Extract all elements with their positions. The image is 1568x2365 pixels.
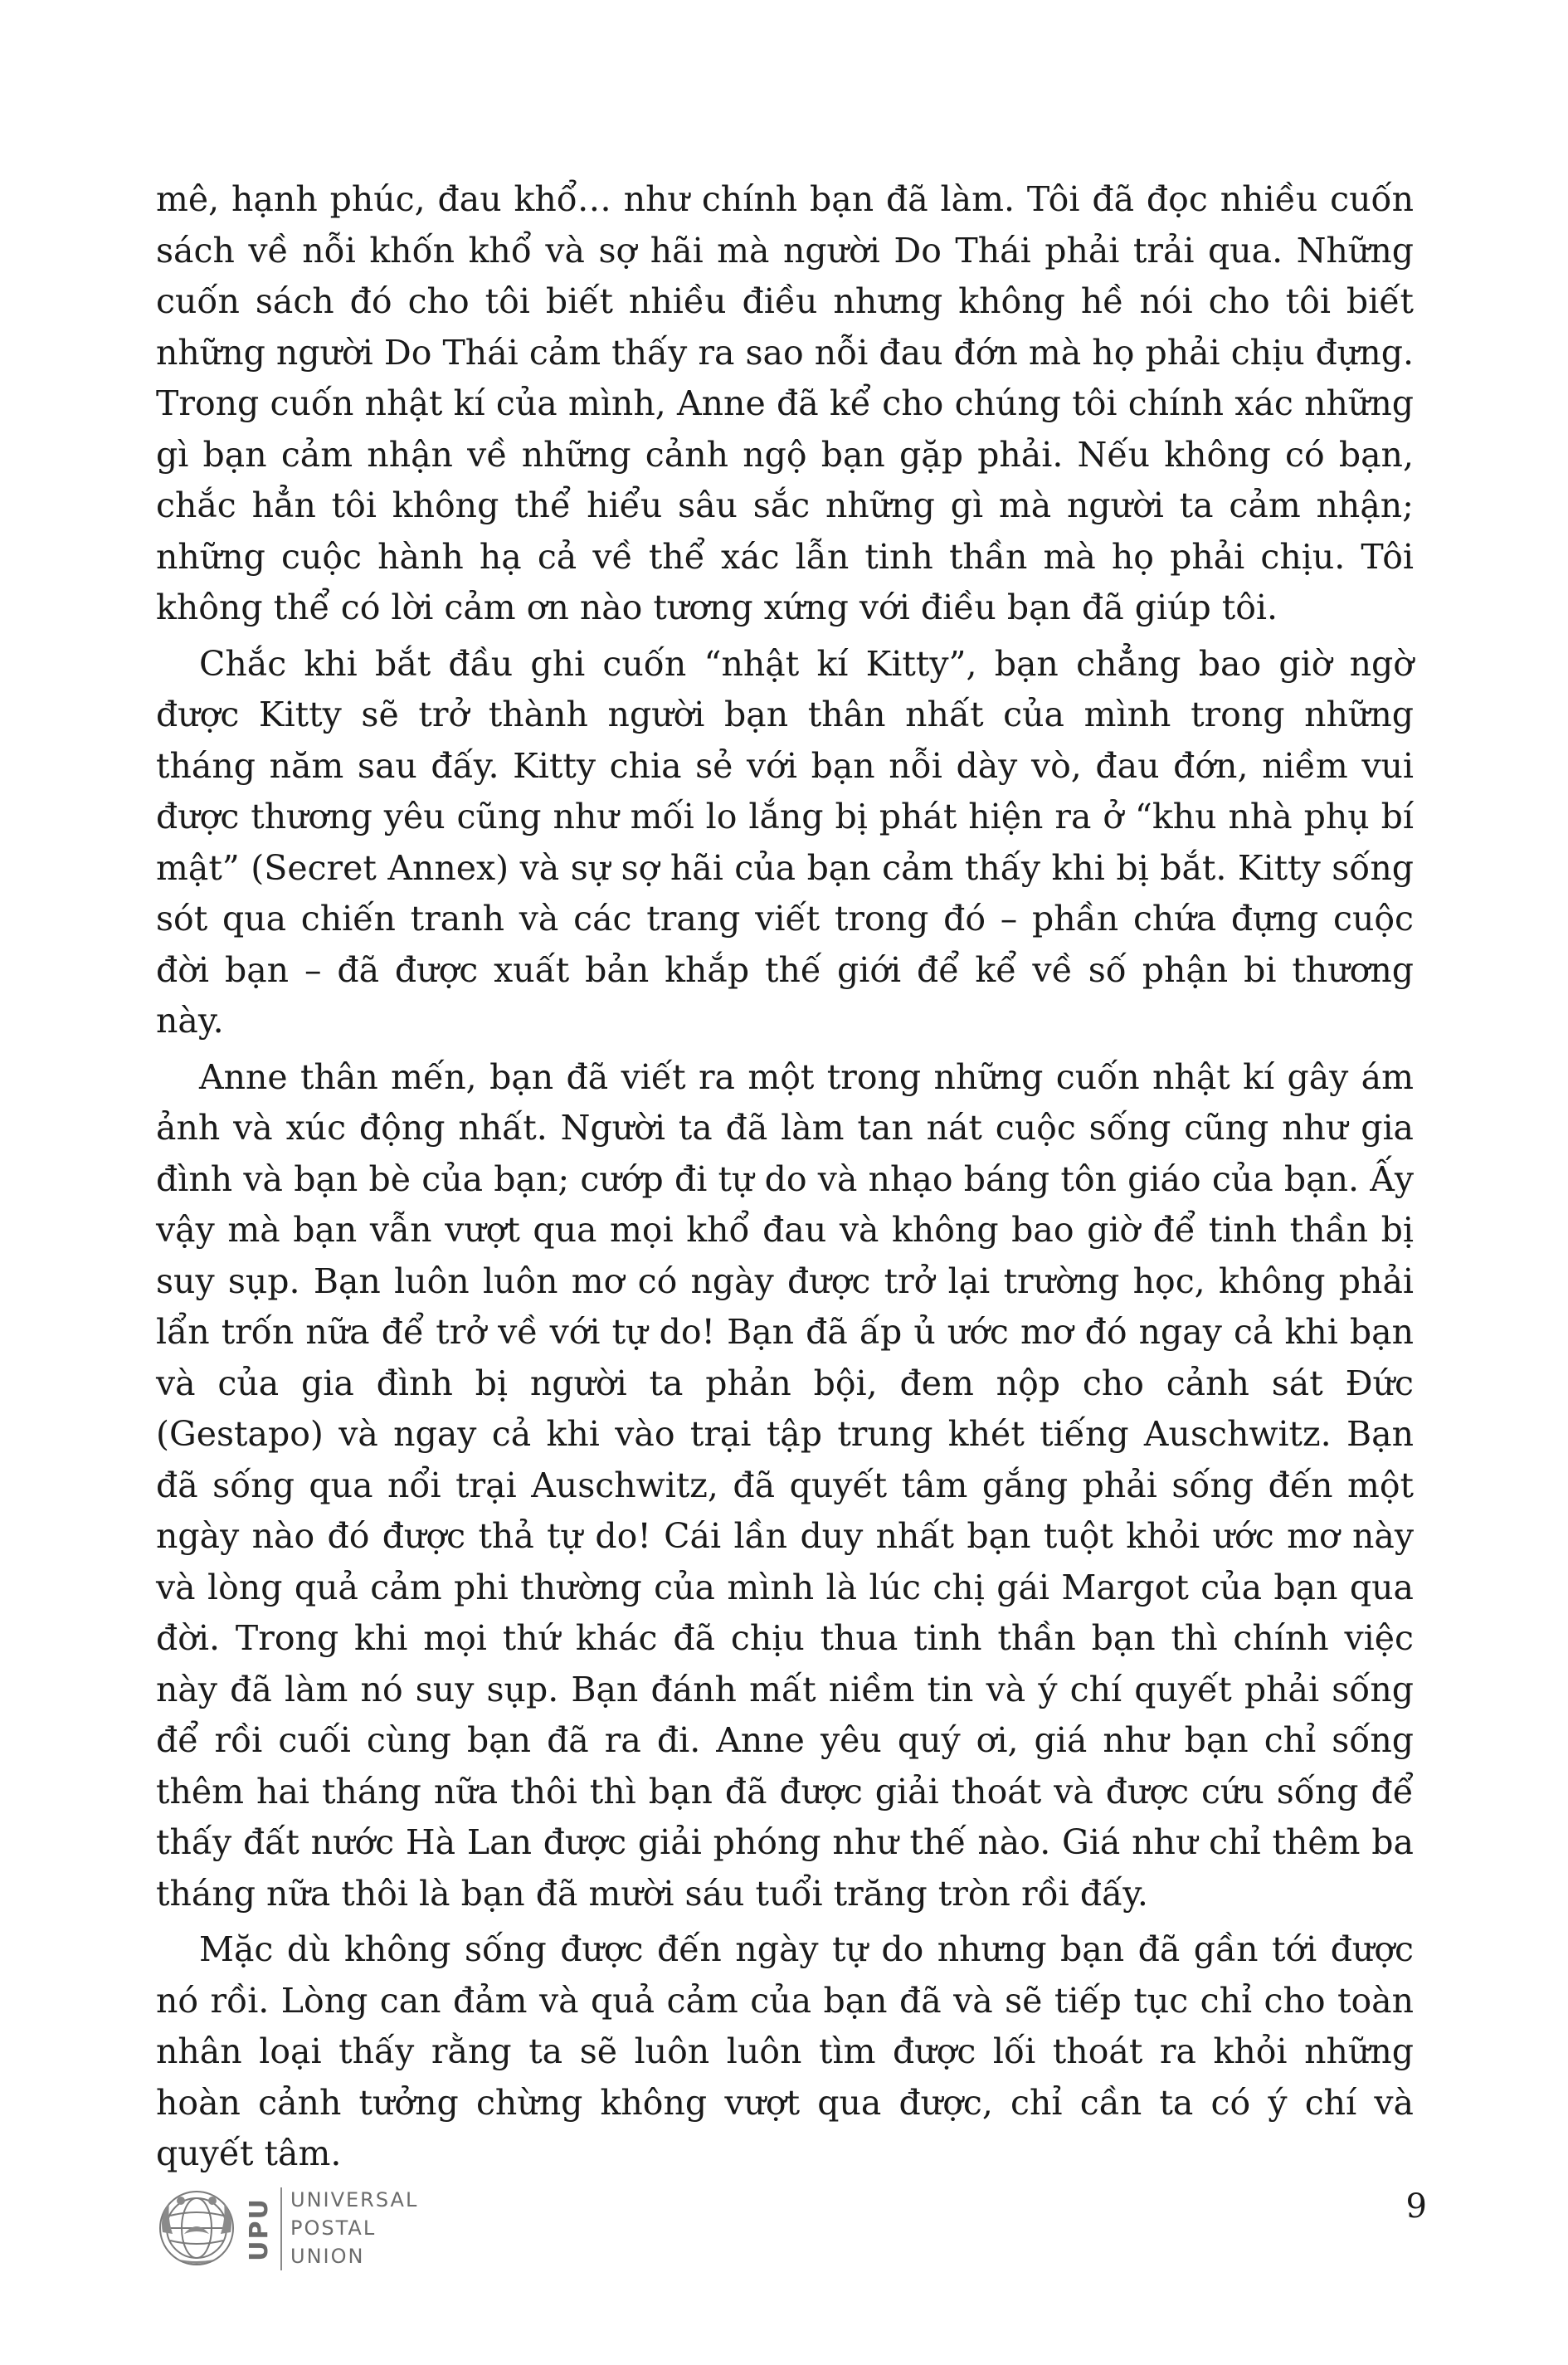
paragraph-1: mê, hạnh phúc, đau khổ… như chính bạn đã làm. Tôi đã đọc nhiều cuốn sách về nỗi khốn khổ và sợ hãi mà người Do Thái phải trải qua. Những cuốn sách đó cho tôi biết nhiều điều nhưng không hề nói cho tôi biết những người Do Thái cảm thấy ra sao nỗi đau đớn mà họ phải chịu đựng. Trong cuốn nhật kí của mình, Anne đã kể cho chúng tôi chính xác những gì bạn cảm nhận về những cảnh ngộ bạn gặp phải. Nếu không có bạn, chắc hẳn tôi không thể hiểu sâu sắc những gì mà người ta cảm nhận; những cuộc hành hạ cả về thể xác lẫn tinh thần mà họ phải chịu. Tôi không thể có lời cảm ơn nào tương xứng với điều bạn đã giúp tôi.: [156, 179, 1414, 627]
paragraph-4: Mặc dù không sống được đến ngày tự do nhưng bạn đã gần tới được nó rồi. Lòng can đảm và quả cảm của bạn đã và sẽ tiếp tục chỉ cho toàn nhân loại thấy rằng ta sẽ luôn luôn tìm được lối thoát ra khỏi những hoàn cảnh tưởng chừng không vượt qua được, chỉ cần ta có ý chí và quyết tâm.: [156, 1929, 1414, 2173]
upu-name-line-2: POSTAL: [290, 2216, 377, 2240]
upu-name: [290, 2186, 473, 2270]
paragraph-3: Anne thân mến, bạn đã viết ra một trong những cuốn nhật kí gây ám ảnh và xúc động nhất. Người ta đã làm tan nát cuộc sống cũng như gia đình và bạn bè của bạn; cướp đi tự do và nhạo báng tôn giáo của bạn. Ấy vậy mà bạn vẫn vượt qua mọi khổ đau và không bao giờ để tinh thần bị suy sụp. Bạn luôn luôn mơ có ngày được trở lại trường học, không phải lẩn trốn nữa để trở về với tự do! Bạn đã ấp ủ ước mơ đó ngay cả khi bạn và của gia đình bị người ta phản bội, đem nộp cho cảnh sát Đức (Gestapo) và ngay cả khi vào trại tập trung khét tiếng Auschwitz. Bạn đã sống qua nổi trại Auschwitz, đã quyết tâm gắng phải sống đến một ngày nào đó được thả tự do! Cái lần duy nhất bạn tuột khỏi ước mơ này và lòng quả cảm phi thường của mình là lúc chị gái Margot của bạn qua đời. Trong khi mọi thứ khác đã chịu thua tinh thần bạn thì chính việc này đã làm nó suy sụp. Bạn đánh mất niềm tin và ý chí quyết phải sống để rồi cuối cùng bạn đã ra đi. Anne yêu quý ơi, giá như bạn chỉ sống thêm hai tháng nữa thôi thì bạn đã được giải thoát và được cứu sống để thấy đất nước Hà Lan được giải phóng như thế nào. Giá như chỉ thêm ba tháng nữa thôi là bạn đã mười sáu tuổi trăng tròn rồi đấy.: [156, 1056, 1414, 1914]
upu-name-line-1: UNIVERSAL: [290, 2188, 419, 2211]
body-text: [156, 174, 1414, 2185]
paragraph-2: Chắc khi bắt đầu ghi cuốn “nhật kí Kitty”, bạn chẳng bao giờ ngờ được Kitty sẽ trở thành người bạn thân nhất của mình trong những tháng năm sau đấy. Kitty chia sẻ với bạn nỗi dày vò, đau đớn, niềm vui được thương yêu cũng như mối lo lắng bị phát hiện ra ở “khu nhà phụ bí mật” (Secret Annex) và sự sợ hãi của bạn cảm thấy khi bị bắt. Kitty sống sót qua chiến tranh và các trang viết trong đó – phần chứa đựng cuộc đời bạn – đã được xuất bản khắp thế giới để kể về số phận bi thương này.: [156, 643, 1414, 1041]
upu-name-line-3: UNION: [290, 2245, 365, 2268]
page-number: 9: [1405, 2187, 1427, 2226]
upu-logo: [151, 2182, 466, 2282]
upu-abbreviation: UPU: [244, 2197, 274, 2261]
upu-globe-emblem-icon: [151, 2182, 242, 2274]
logo-divider: [280, 2187, 282, 2270]
